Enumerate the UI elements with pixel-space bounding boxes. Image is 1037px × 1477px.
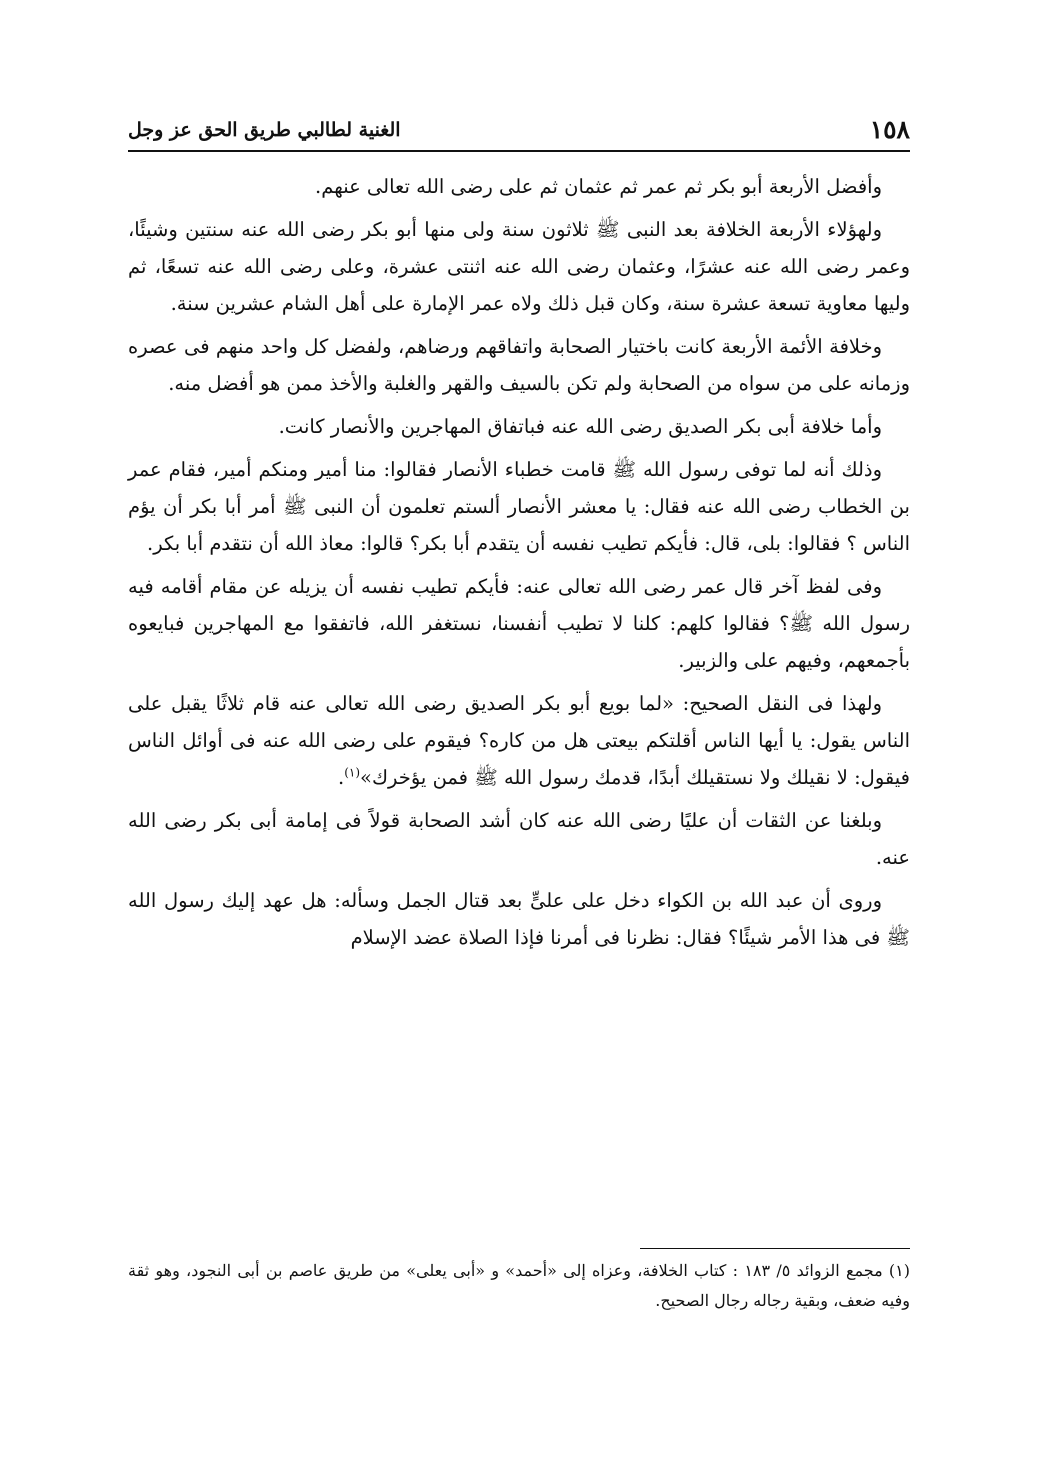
paragraph-tail: . bbox=[338, 766, 345, 789]
paragraph: وروى أن عبد الله بن الكواء دخل على علىٍّ بعد قتال الجمل وسأله: هل عهد إليك رسول الله ﷺ فى هذا الأمر شيئًا؟ فقال: نظرنا فى أمرنا فإذا الصلاة عضد الإسلام bbox=[128, 889, 910, 949]
paragraph-text: ولهذا فى النقل الصحيح: «لما بويع أبو بكر الصديق رضى الله تعالى عنه قام ثلاثًا يقبل على الناس يقول: يا أيها الناس أقلتكم بيعتى هل من كاره؟ فيقوم على رضى الله عنه فى أوائل الناس فيقول: لا نقيلك ولا نستقيلك أبدًا، قدمك رسول الله ﷺ فمن يؤخرك» bbox=[128, 692, 910, 789]
paragraph: وفى لفظ آخر قال عمر رضى الله تعالى عنه: فأيكم تطيب نفسه أن يزيله عن مقام أقامه فيه رسول الله ﷺ؟ فقالوا كلهم: كلنا لا تطيب أنفسنا، نستغفر الله، فاتفقوا مع المهاجرين فبايعوه بأجمعهم، وفيهم على والزبير. bbox=[128, 575, 910, 672]
footnote-reference: (١) bbox=[344, 765, 361, 780]
footnotes bbox=[128, 1256, 910, 1316]
paragraph: وخلافة الأئمة الأربعة كانت باختيار الصحابة واتفاقهم ورضاهم، ولفضل كل واحد منهم فى عصره وزمانه على من سواه من الصحابة ولم تكن بالسيف والقهر والغلبة والأخذ ممن هو أفضل منه. bbox=[128, 335, 910, 395]
header-rule bbox=[128, 150, 910, 152]
paragraph: وأفضل الأربعة أبو بكر ثم عمر ثم عثمان ثم على رضى الله تعالى عنهم. bbox=[315, 175, 882, 198]
paragraph: وأما خلافة أبى بكر الصديق رضى الله عنه فباتفاق المهاجرين والأنصار كانت. bbox=[278, 415, 882, 438]
footnote-rule bbox=[640, 1248, 910, 1249]
running-title: الغنية لطالبي طريق الحق عز وجل bbox=[128, 119, 401, 141]
page-header bbox=[128, 112, 910, 148]
paragraph: وذلك أنه لما توفى رسول الله ﷺ قامت خطباء الأنصار فقالوا: منا أمير ومنكم أمير، فقام عمر بن الخطاب رضى الله عنه فقال: يا معشر الأنصار ألستم تعلمون أن النبى ﷺ أمر أبا بكر أن يؤم الناس ؟ فقالوا: بلى، قال: فأيكم تطيب نفسه أن يتقدم أبا بكر؟ قالوا: معاذ الله أن نتقدم أبا بكر. bbox=[128, 458, 910, 555]
paragraph: وبلغنا عن الثقات أن عليًا رضى الله عنه كان أشد الصحابة قولاً فى إمامة أبى بكر رضى الله عنه. bbox=[128, 809, 910, 869]
body-text bbox=[128, 168, 910, 962]
footnote: (١) مجمع الزوائد ٥/ ١٨٣ : كتاب الخلافة، وعزاه إلى «أحمد» و «أبى يعلى» من طريق عاصم بن أبى النجود، وهو ثقة وفيه ضعف، وبقية رجاله رجال الصحيح. bbox=[128, 1261, 910, 1310]
paragraph: ولهؤلاء الأربعة الخلافة بعد النبى ﷺ ثلاثون سنة ولى منها أبو بكر رضى الله عنه سنتين وشيئًا، وعمر رضى الله عنه عشرًا، وعثمان رضى الله عنه اثنتى عشرة، وعلى رضى الله عنه تسعًا، ثم وليها معاوية تسعة عشرة سنة، وكان قبل ذلك ولاه عمر الإمارة على أهل الشام عشرين سنة. bbox=[128, 218, 910, 315]
paragraph-with-footnote bbox=[128, 685, 910, 796]
page-number: ١٥٨ bbox=[869, 115, 910, 144]
